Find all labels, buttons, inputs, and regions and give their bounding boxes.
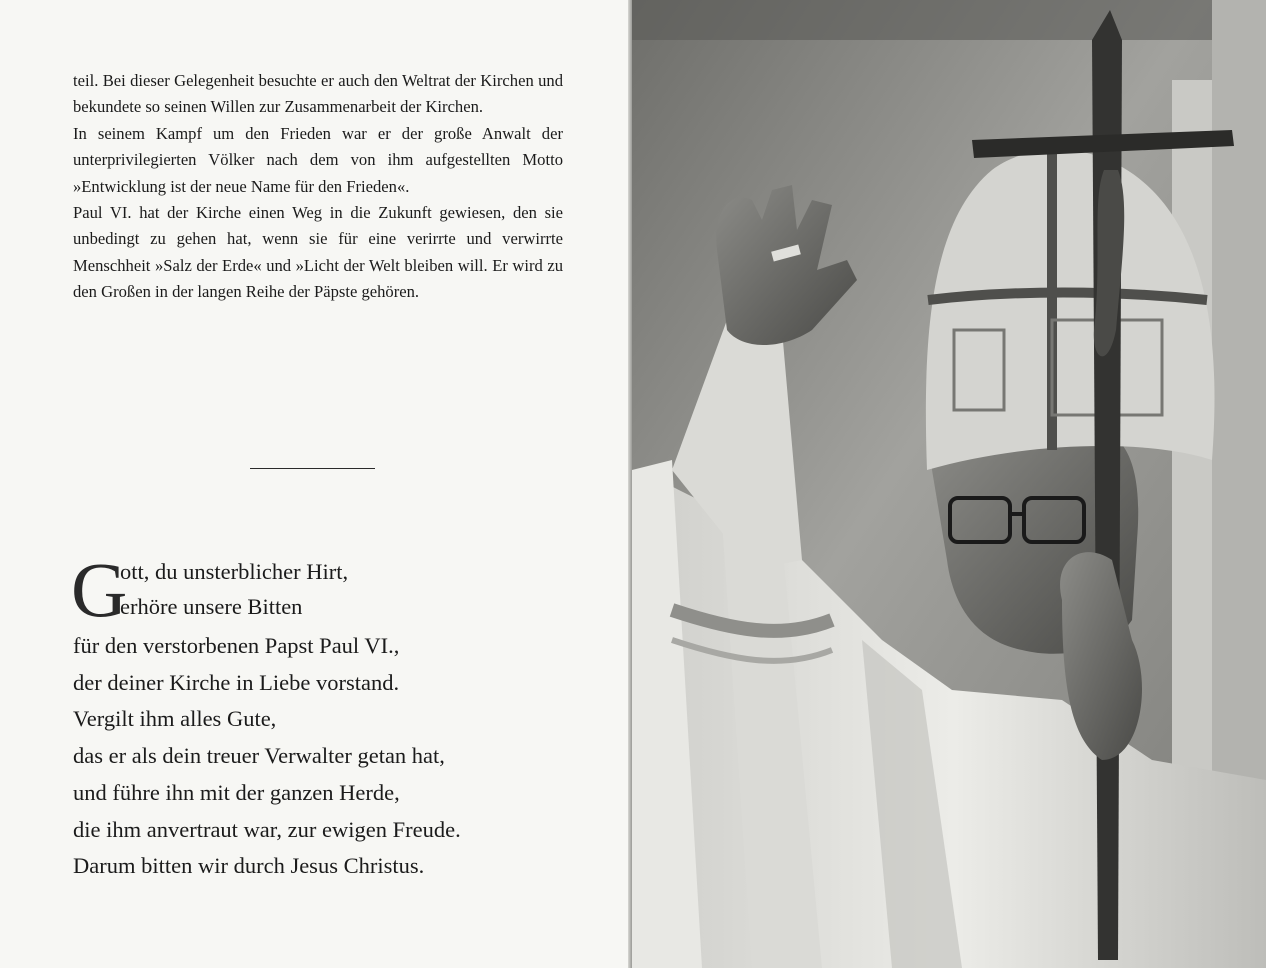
bio-paragraph-2: In seinem Kampf um den Frieden war er der große Anwalt der unterprivilegierten Völker nach dem von ihm aufgestellten Motto »Entwicklung ist der neue Name für den Frieden«. [73,123,563,196]
text-page [0,0,628,968]
biography-text [73,68,563,306]
section-divider [250,468,375,469]
bio-paragraph-3: Paul VI. hat der Kirche einen Weg in die Zukunft gewiesen, den sie unbedingt zu gehen hat, wenn sie für eine verirrte und verwirrte Menschheit »Salz der Erde« und »Licht der Welt bleiben will. Er wird zu den Großen in der langen Reihe der Päpste gehören. [73,203,563,302]
prayer-line-5: Vergilt ihm alles Gute, [73,706,277,732]
prayer-line-4: der deiner Kirche in Liebe vorstand. [73,669,400,695]
prayer-text [71,546,613,885]
bio-paragraph-1: teil. Bei dieser Gelegenheit besuchte er auch den Weltrat der Kirchen und bekundete so seinen Willen zur Zusammenarbeit der Kirchen. [73,71,563,117]
photo-illustration [632,0,1266,968]
pope-photograph [632,0,1266,968]
prayer-line-3: für den verstorbenen Papst Paul VI., [73,633,400,658]
prayer-opening [71,546,613,633]
drop-cap-initial: G [71,546,128,633]
prayer-line-9: Darum bitten wir durch Jesus Christus. [73,853,425,879]
prayer-line-1: ott, du unsterblicher Hirt, [120,559,349,584]
prayer-line-8: die ihm anvertraut war, zur ewigen Freude. [73,816,461,842]
prayer-line-6: das er als dein treuer Verwalter getan hat, [73,743,445,769]
prayer-line-7: und führe ihn mit der ganzen Herde, [73,779,400,805]
prayer-line-2: erhöre unsere Bitten [120,594,303,619]
